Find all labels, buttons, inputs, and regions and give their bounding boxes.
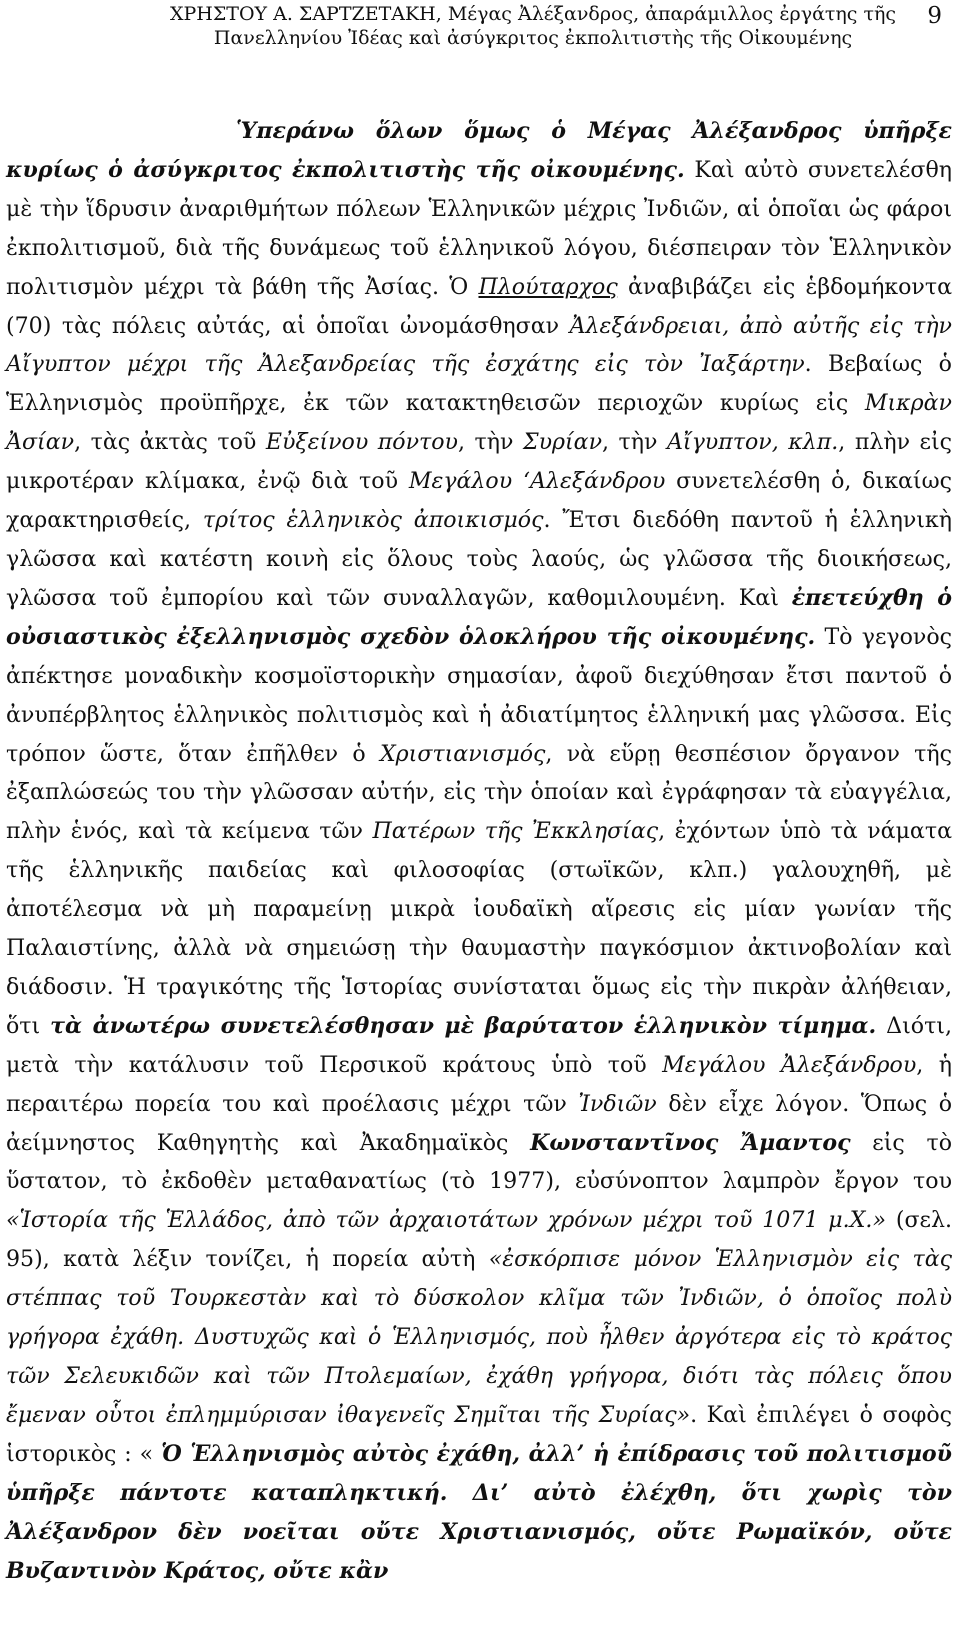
text-run: Αἴγυπτον, κλπ.: [666, 429, 839, 456]
text-run: , νὰ εὕρῃ θεσπέσιον ὄργανον τῆς ἐξαπλώσεώς του τὴν γλῶσσαν αὐτήν, εἰς τὴν ὁποίαν καὶ ἐγράφησαν τὰ εὐαγγέλια, πλὴν ἑνός, καὶ τὰ κείμενα τῶν: [6, 740, 952, 845]
text-run: «Ἱστορία τῆς Ἑλλάδος, ἀπὸ τῶν ἀρχαιοτάτων χρόνων μέχρι τοῦ 1071 μ.Χ.»: [6, 1207, 886, 1234]
text-run: , τὴν: [602, 429, 667, 456]
text-run: Μεγάλου ‘Αλεξάνδρου: [408, 468, 666, 495]
header-line-1: ΧΡΗΣΤΟΥ Α. ΣΑΡΤΖΕΤΑΚΗ, Μέγας Ἀλέξανδρος, ἀπαράμιλλος ἐργάτης τῆς: [169, 3, 897, 25]
text-run: τὰ ἀνωτέρω συνετελέσθησαν μὲ βαρύτατον ἑλληνικὸν τίμημα.: [50, 1012, 877, 1039]
text-run: «ἐσκόρπισε μόνον Ἑλληνισμὸν εἰς τὰς στέππας τοῦ Τουρκεστὰν καὶ τὸ δύσκολον κλῖμα τῶν Ἰνδιῶν, ὁ ὁποῖος πολὺ γρήγορα ἐχάθη. Δυστυχῶς καὶ ὁ Ἑλληνισμός, ποὺ ἦλθεν ἀργότερα εἰς τὸ κράτος τῶν Σελευκιδῶν καὶ τῶν Πτολεμαίων, ἐχάθη γρήγορα, διότι τὰς πόλεις ὅπου ἔμεναν οὗτοι ἐπλημμύρισαν ἰθαγενεῖς Σημῖται τῆς Συρίας»: [6, 1246, 952, 1428]
text-run: τρίτος ἑλληνικὸς ἀποικισμός: [202, 507, 544, 534]
header-line-2: Πανελληνίου Ἰδέας καὶ ἀσύγκριτος ἐκπολιτιστὴς τῆς Οἰκουμένης: [213, 27, 853, 49]
body-text: [6, 112, 952, 1590]
text-run: , τὴν: [458, 429, 523, 456]
text-run: Μικρὰν Ἀσίαν: [6, 390, 952, 456]
text-run: ἐπετεύχθη ὁ οὐσιαστικὸς ἐξελληνισμὸς σχεδὸν ὁλοκλήρου τῆς οἰκουμένης.: [6, 584, 953, 650]
text-run: Κωνσταντῖνος Ἄμαντος: [530, 1129, 851, 1156]
text-run: Ὑπεράνω ὅλων ὅμως ὁ Μέγας Ἀλέξανδρος ὑπῆρξε κυρίως ὁ ἀσύγκριτος ἐκπολιτιστὴς τῆς οἰκουμένης.: [6, 118, 952, 183]
text-run: συνετελέσθη ὁ, δικαίως χαρακτηρισθείς,: [6, 468, 952, 534]
underlined-text-run: Πλούταρχος: [478, 273, 618, 300]
text-run: Πατέρων τῆς Ἐκκλησίας: [372, 818, 659, 845]
text-run: Τὸ γεγονὸς ἀπέκτησε μοναδικὴν κοσμοϊστορικὴν σημασίαν, ἀφοῦ διεχύθησαν ἔτσι παντοῦ ὁ ἀνυπέρβλητος ἑλληνικὸς πολιτισμὸς καὶ ἡ ἀδιατίμητος ἑλληνική μας γλῶσσα. Εἰς τρόπον ὥστε, ὅταν ἐπῆλθεν ὁ: [6, 623, 952, 767]
running-header: [118, 2, 948, 50]
text-run: Μεγάλου Ἀλεξάνδρου: [662, 1051, 917, 1078]
text-run: . Καὶ ἐπιλέγει ὁ σοφὸς ἱστορικὸς : «: [6, 1401, 952, 1467]
text-run: Ἰνδιῶν: [578, 1090, 657, 1117]
text-run: Ὁ Ἑλληνισμὸς αὐτὸς ἐχάθη, ἀλλ’ ἡ ἐπίδρασις τοῦ πολιτισμοῦ ὑπῆρξε πάντοτε καταπληκτική. Δι’ αὐτὸ ἐλέχθη, ὅτι χωρὶς τὸν Ἀλέξανδρον δὲν νοεῖται οὔτε Χριστιανισμός, οὔτε Ρωμαϊκόν, οὔτε Βυζαντινὸν Κράτος, οὔτε κἂν: [6, 1440, 952, 1584]
text-run: (σελ. 95), κατὰ λέξιν τονίζει, ἡ πορεία αὐτὴ: [6, 1207, 952, 1273]
main-paragraph: [6, 112, 952, 1590]
text-run: , ἐχόντων ὑπὸ τὰ νάματα τῆς ἑλληνικῆς παιδείας καὶ φιλοσοφίας (στωϊκῶν, κλπ.) γαλουχηθῆ, μὲ ἀποτέλεσμα νὰ μὴ παραμείνῃ μικρὰ ἰουδαϊκὴ αἵρεσις εἰς μίαν γωνίαν τῆς Παλαιστίνης, ἀλλὰ νὰ σημειώσῃ τὴν θαυμαστὴν παγκόσμιον ἀκτινοβολίαν καὶ διάδοσιν. Ἡ τραγικότης τῆς Ἱστορίας συνίσταται ὅμως εἰς τὴν πικρὰν ἀλήθειαν, ὅτι: [6, 818, 952, 1039]
text-run: Χριστιανισμός: [379, 740, 546, 767]
text-run: , ἡ περαιτέρω πορεία του καὶ προέλασις μέχρι τῶν: [6, 1051, 952, 1117]
text-run: ἀναβιβάζει εἰς ἑβδομήκοντα (70) τὰς πόλεις αὐτάς, αἱ ὁποῖαι ὠνομάσθησαν: [6, 273, 952, 339]
text-run: , πλὴν εἰς μικροτέραν κλίμακα, ἐνῷ διὰ τοῦ: [6, 429, 953, 495]
text-run: . Βεβαίως ὁ Ἑλληνισμὸς προϋπῆρχε, ἐκ τῶν κατακτηθεισῶν περιοχῶν κυρίως εἰς: [6, 351, 952, 417]
text-run: εἰς τὸ ὕστατον, τὸ ἐκδοθὲν μεταθανατίως (τὸ 1977), εὐσύνοπτον λαμπρὸν ἔργον του: [6, 1129, 952, 1195]
text-run: δὲν εἶχε λόγον. Ὅπως ὁ ἀείμνηστος Καθηγητὴς καὶ Ἀκαδημαϊκὸς: [6, 1090, 953, 1156]
text-run: , τὰς ἀκτὰς τοῦ: [74, 429, 266, 456]
page-number: 9: [927, 3, 942, 29]
text-run: Συρίαν: [522, 429, 603, 456]
text-run: Εὐξείνου πόντου: [265, 429, 458, 456]
text-run: . Ἔτσι διεδόθη παντοῦ ἡ ἑλληνικὴ γλῶσσα καὶ κατέστη κοινὴ εἰς ὅλους τοὺς λαούς, ὡς γλῶσσα τῆς διοικήσεως, γλῶσσα τοῦ ἐμπορίου καὶ τῶν συναλλαγῶν, καθομιλουμένη. Καὶ: [6, 507, 952, 611]
text-run: Ἀλεξάνδρειαι, ἀπὸ αὐτῆς εἰς τὴν Αἴγυπτον μέχρι τῆς Ἀλεξανδρείας τῆς ἐσχάτης εἰς τὸν Ἰαξάρτην: [6, 312, 952, 378]
text-run: Διότι, μετὰ τὴν κατάλυσιν τοῦ Περσικοῦ κράτους ὑπὸ τοῦ: [6, 1012, 952, 1078]
text-run: Καὶ αὐτὸ συνετελέσθη μὲ τὴν ἵδρυσιν ἀναριθμήτων πόλεων Ἑλληνικῶν μέχρις Ἰνδιῶν, αἱ ὁποῖαι ὡς φάροι ἐκπολιτισμοῦ, διὰ τῆς δυνάμεως τοῦ ἑλληνικοῦ λόγου, διέσπειραν τὸν Ἑλληνικὸν πολιτισμὸν μέχρι τὰ βάθη τῆς Ἀσίας. Ὁ: [6, 156, 952, 300]
